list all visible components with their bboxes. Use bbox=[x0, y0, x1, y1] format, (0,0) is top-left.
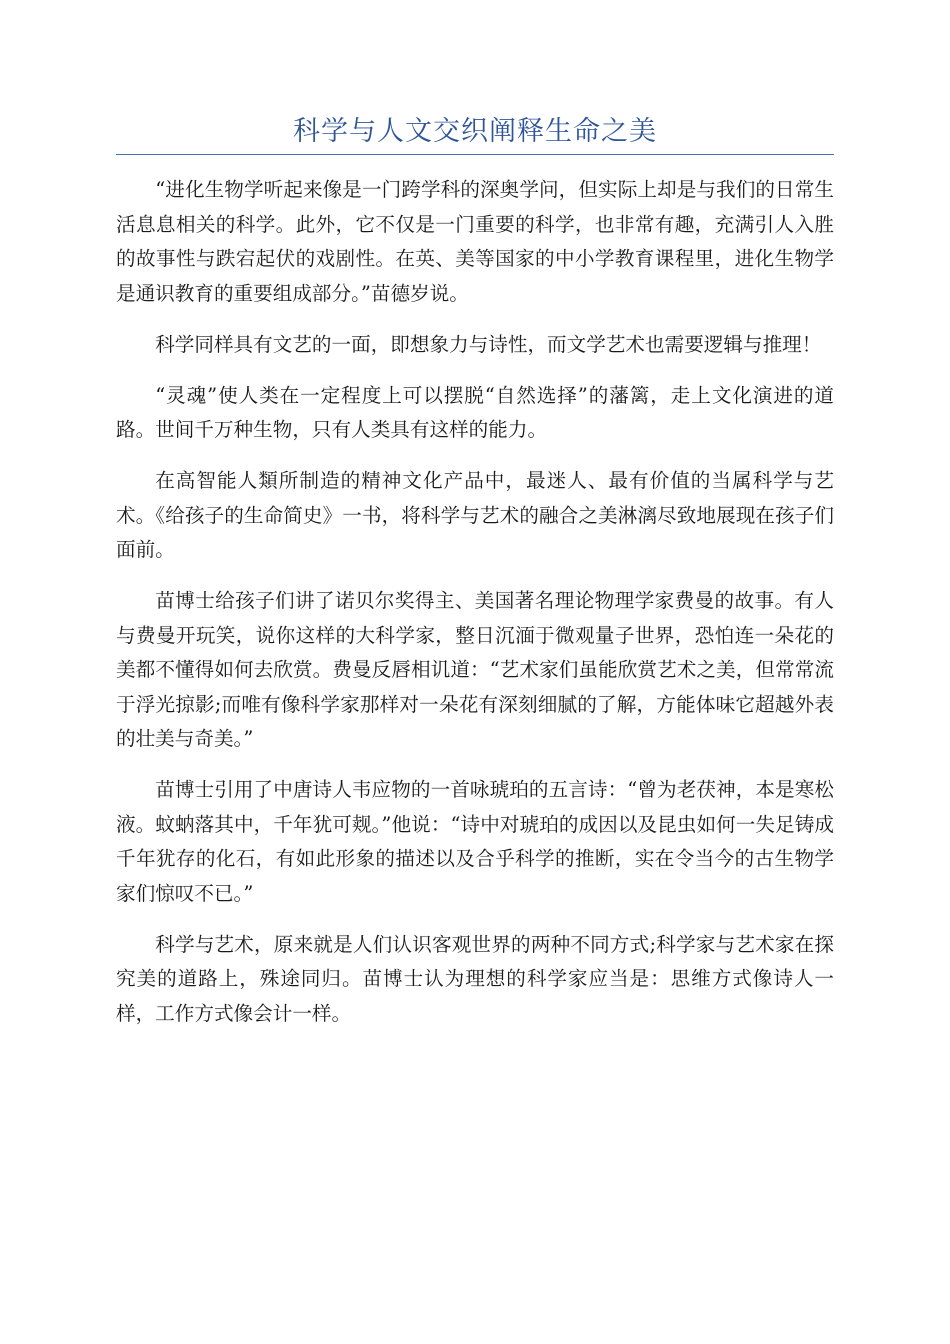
document-page bbox=[116, 112, 834, 1048]
paragraph-5: 苗博士给孩子们讲了诺贝尔奖得主、美国著名理论物理学家费曼的故事。有人与费曼开玩笑，说你这样的大科学家，整日沉湎于微观量子世界，恐怕连一朵花的美都不懂得如何去欣赏。费曼反唇相讥道：“艺术家们虽能欣赏艺术之美，但常常流于浮光掠影;而唯有像科学家那样对一朵花有深刻细腻的了解，方能体味它超越外表的壮美与奇美。” bbox=[116, 589, 834, 750]
paragraph-7: 科学与艺术，原来就是人们认识客观世界的两种不同方式;科学家与艺术家在探究美的道路上，殊途同归。苗博士认为理想的科学家应当是：思维方式像诗人一样，工作方式像会计一样。 bbox=[116, 932, 834, 1025]
paragraph-6: 苗博士引用了中唐诗人韦应物的一首咏琥珀的五言诗：“曾为老茯神，本是寒松液。蚊蚋落其中，千年犹可觌。”他说：“诗中对琥珀的成因以及昆虫如何一失足铸成千年犹存的化石，有如此形象的描述以及合乎科学的推断，实在令当今的古生物学家们惊叹不已。” bbox=[116, 778, 834, 905]
paragraph-4: 在高智能人類所制造的精神文化产品中，最迷人、最有价值的当属科学与艺术。《给孩子的生命简史》一书，将科学与艺术的融合之美淋漓尽致地展现在孩子们面前。 bbox=[116, 469, 834, 561]
paragraph-3: “灵魂”使人类在一定程度上可以摆脱“自然选择”的藩篱，走上文化演进的道路。世间千万种生物，只有人类具有这样的能力。 bbox=[116, 383, 834, 441]
document-title: 科学与人文交织阐释生命之美 bbox=[293, 116, 657, 147]
paragraph-2: 科学同样具有文艺的一面，即想象力与诗性，而文学艺术也需要逻辑与推理！ bbox=[155, 332, 822, 356]
paragraph-1: “进化生物学听起来像是一门跨学科的深奥学问，但实际上却是与我们的日常生活息息相关的科学。此外，它不仅是一门重要的科学，也非常有趣，充满引人入胜的故事性与跌宕起伏的戏剧性。在英、美等国家的中小学教育课程里，进化生物学是通识教育的重要组成部分。”苗德岁说。 bbox=[116, 178, 834, 305]
title-underline bbox=[116, 154, 834, 155]
